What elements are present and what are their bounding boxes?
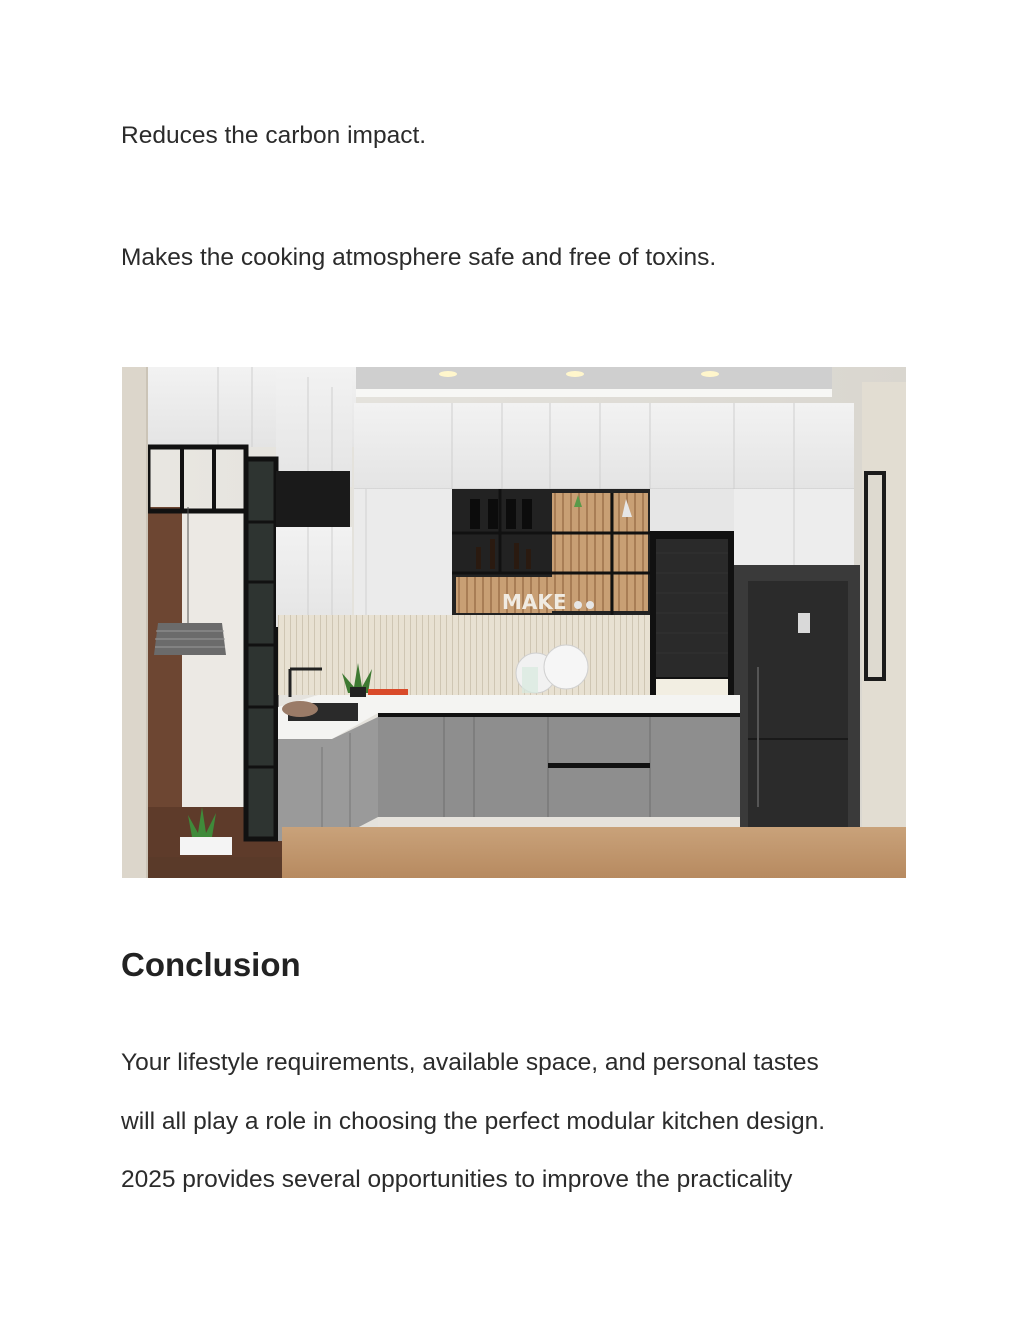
conclusion-line-3: 2025 provides several opportunities to improve the practicality bbox=[121, 1166, 793, 1193]
benefit-text-carbon: Reduces the carbon impact. bbox=[121, 122, 427, 149]
make-shelf-sign: MAKE bbox=[502, 590, 567, 614]
conclusion-line-2: will all play a role in choosing the perfect modular kitchen design. bbox=[121, 1108, 826, 1135]
conclusion-heading: Conclusion bbox=[121, 946, 301, 983]
conclusion-line-1: Your lifestyle requirements, available space, and personal tastes bbox=[121, 1049, 819, 1076]
modular-kitchen-image bbox=[122, 367, 906, 878]
benefit-text-toxins: Makes the cooking atmosphere safe and free of toxins. bbox=[121, 244, 717, 271]
